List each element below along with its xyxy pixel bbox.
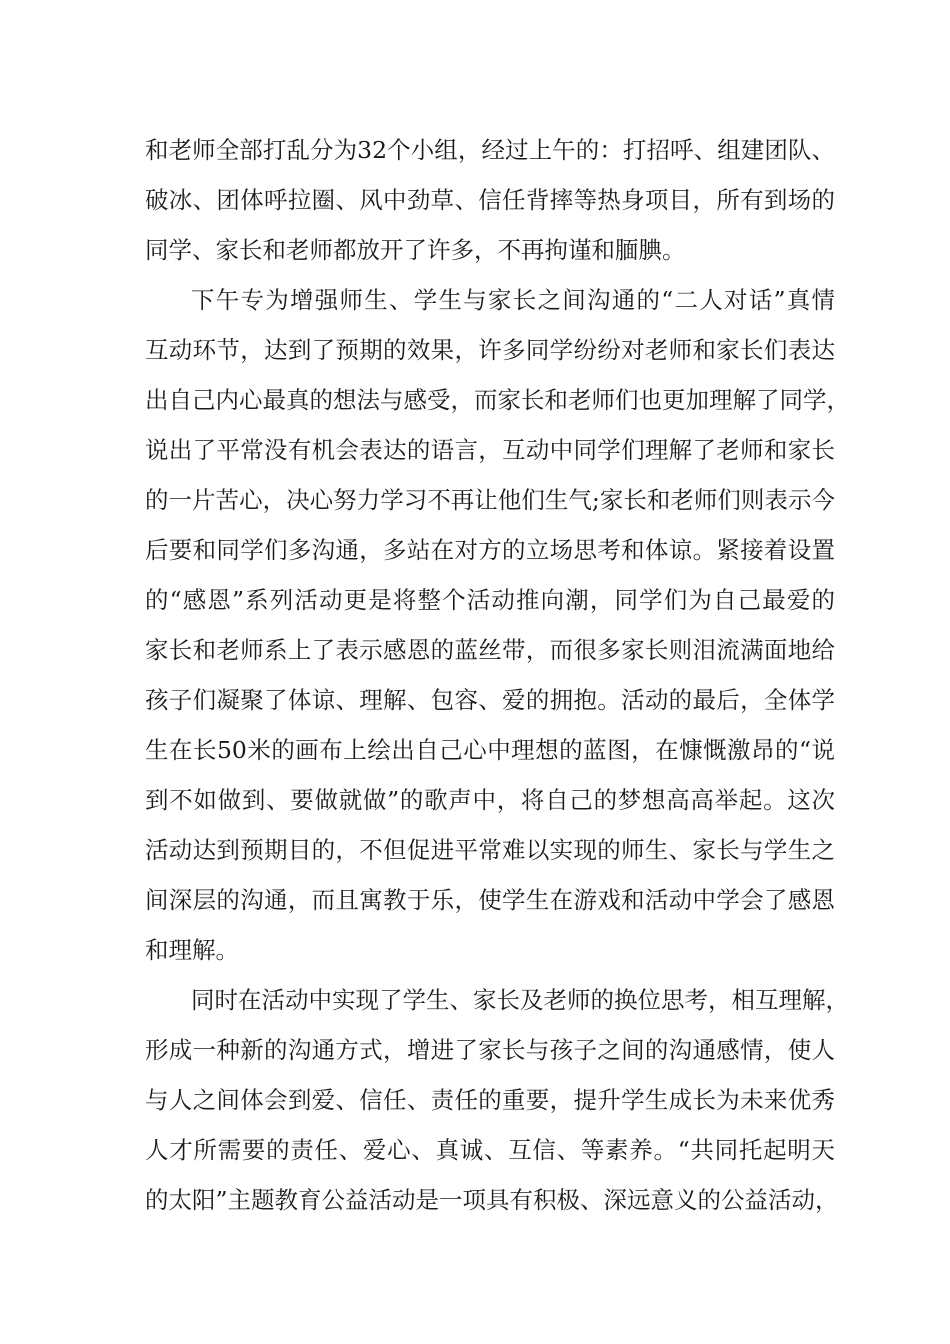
text-line: 形成一种新的沟通方式，增进了家长与孩子之间的沟通感情，使人 (145, 1036, 835, 1064)
text-line: 活动达到预期目的，不但促进平常难以实现的师生、家长与学生之 (145, 836, 835, 864)
text-line: 和理解。 (145, 936, 239, 964)
text-line: 说出了平常没有机会表达的语言，互动中同学们理解了老师和家长 (145, 436, 835, 464)
text-line: 后要和同学们多沟通，多站在对方的立场思考和体谅。紧接着设置 (145, 536, 835, 564)
text-line: 破冰、团体呼拉圈、风中劲草、信任背摔等热身项目，所有到场的 (145, 186, 835, 214)
text-line: 的一片苦心，决心努力学习不再让他们生气;家长和老师们则表示今 (145, 486, 835, 514)
text-line: 同学、家长和老师都放开了许多，不再拘谨和腼腆。 (145, 236, 686, 264)
text-line: 的“感恩”系列活动更是将整个活动推向潮，同学们为自己最爱的 (145, 586, 835, 614)
text-line: 与人之间体会到爱、信任、责任的重要，提升学生成长为未来优秀 (145, 1086, 835, 1114)
text-line: 和老师全部打乱分为32个小组，经过上午的：打招呼、组建团队、 (145, 136, 835, 164)
text-line: 互动环节，达到了预期的效果，许多同学纷纷对老师和家长们表达 (145, 336, 835, 364)
text-line: 生在长50米的画布上绘出自己心中理想的蓝图，在慷慨激昂的“说 (145, 736, 835, 764)
text-line: 间深层的沟通，而且寓教于乐，使学生在游戏和活动中学会了感恩 (145, 886, 835, 914)
text-line: 下午专为增强师生、学生与家长之间沟通的“二人对话”真情 (191, 286, 835, 314)
text-line: 人才所需要的责任、爱心、真诚、互信、等素养。“共同托起明天 (145, 1136, 835, 1164)
text-line: 到不如做到、要做就做”的歌声中，将自己的梦想高高举起。这次 (145, 786, 835, 814)
text-line: 家长和老师系上了表示感恩的蓝丝带，而很多家长则泪流满面地给 (145, 636, 835, 664)
text-line: 同时在活动中实现了学生、家长及老师的换位思考，相互理解， (191, 986, 849, 1014)
text-line: 孩子们凝聚了体谅、理解、包容、爱的拥抱。活动的最后，全体学 (145, 686, 835, 714)
text-line: 出自己内心最真的想法与感受，而家长和老师们也更加理解了同学， (145, 386, 850, 414)
text-line: 的太阳”主题教育公益活动是一项具有积极、深远意义的公益活动， (145, 1186, 839, 1214)
